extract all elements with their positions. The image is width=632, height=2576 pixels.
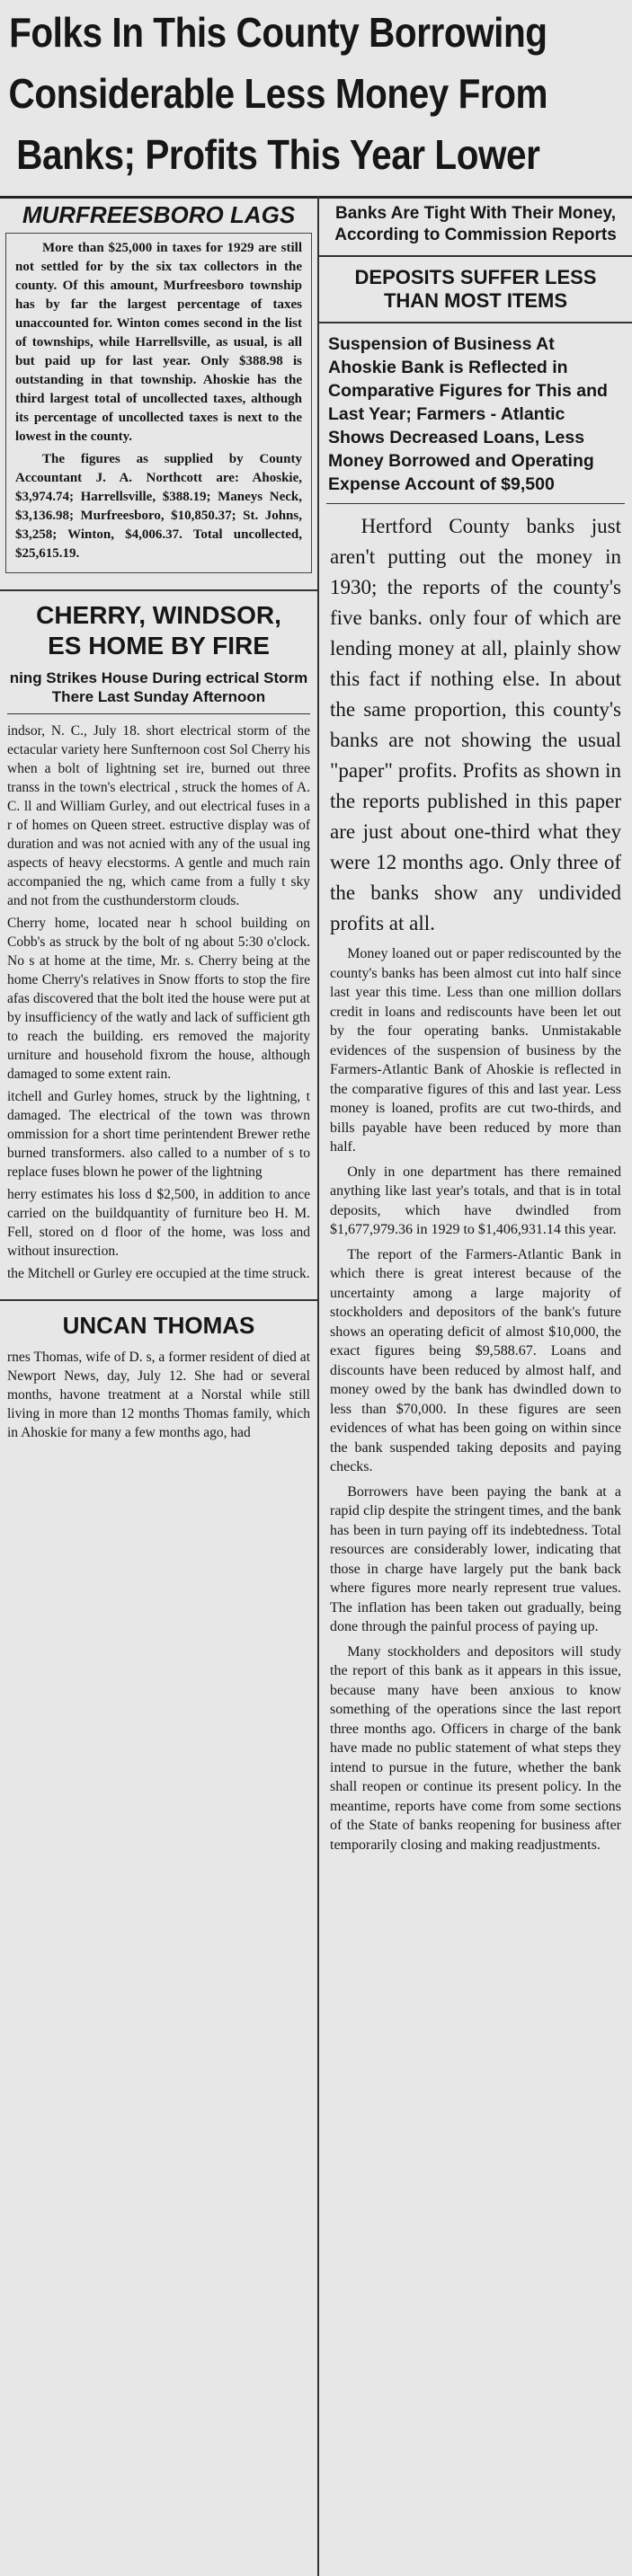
bank-lead-paragraph: Hertford County banks just aren't putting out the money in 1930; the reports of the county's five banks. only four of which are lending money at all, plainly show this fact if nothing else. In about the same proportion, this county's banks are not showing the usual "paper" profits. Profits as shown in the reports published in this paper are just about one-third what they were 12 months ago. Only three of the banks show any undivided profits at all.: [330, 515, 621, 934]
divider: [326, 503, 625, 504]
fire-article-headline: [0, 589, 317, 661]
murfreesboro-lags-title: MURFREESBORO LAGS: [22, 201, 296, 228]
thomas-paragraph-1: rnes Thomas, wife of D. s, a former resident of died at Newport News, day, July 12. She had or several months, havone treatment at a Norstal while still living in more than 12 months Thomas family, which in Ahoskie for many a few months ago, had: [7, 1350, 310, 1440]
bank-paragraph-3: The report of the Farmers-Atlantic Bank in which there is great interest because of the uncertainty among a large majority of stockholders and depositors of the bank's future shows an operating deficit of almost $10,000, the exact figures being $9,588.67. Loans and discounts have been reduced by almost half, and money owed by the bank has dwindled down to less than $70,000. In these figures are seen evidences of what has been going on within since the bank suspended taking deposits and paying checks.: [330, 1246, 621, 1474]
fire-paragraph-4: herry estimates his loss d $2,500, in addition to ance carried on the buildquantity of furniture beo H. M. Fell, stored on d floor of the home, was loss and without insurection.: [7, 1187, 310, 1259]
divider: [319, 322, 632, 323]
main-headline: [0, 0, 632, 199]
lags-paragraph-2: The figures as supplied by County Accountant J. A. Northcott are: Ahoskie, $3,974.74; Harrellsville, $388.19; Maneys Neck, $3,136.98; Murfreesboro, $10,850.37; St. Johns, $3,258; Winton, $4,006.37. Total uncollected, $25,615.19.: [15, 452, 302, 561]
bank-paragraph-2: Only in one department has there remained anything like last year's totals, and that is in total deposits, which have dwindled from $1,677,979.36 in 1929 to $1,406,931.14 this year.: [330, 1164, 621, 1237]
thomas-obituary-title: UNCAN THOMAS: [0, 1299, 317, 1341]
divider: [7, 713, 310, 714]
left-column: [0, 196, 319, 2576]
lags-paragraph-1: More than $25,000 in taxes for 1929 are still not settled for by the six tax collectors in the county. Of this amount, Murfreesboro township has by far the largest percentage of taxes unaccounted for. Winton comes second in the list of townships, while Harrellsville, as usual, is all but paid up for last year. Only $388.98 is outstanding in that township. Ahoskie has the third largest total of uncollected taxes, although its percentage of uncollected taxes is next to the lowest in the county.: [15, 241, 302, 444]
bank-deck-2: DEPOSITS SUFFER LESS THAN MOST ITEMS: [354, 266, 597, 312]
fire-article-deck: ning Strikes House During ectrical Storm There Last Sunday Afternoon: [9, 669, 308, 705]
fire-paragraph-2: Cherry home, located near h school building on Cobb's as struck by the bolt of ng about 5:30 o'clock. No s at home at the time, Mr. s. Cherry being at the home Cherry's relatives in Snow fforts to stop the fire afas discovered that the bolt ited the house were put at by insufficiency of the watly and lack of sufficient gth to reach the building. ers removed the majority urniture and household fixrom the house, although damaged to some extent rain.: [7, 916, 310, 1082]
divider: [319, 255, 632, 257]
headline-line-2: Considerable Less Money From: [8, 70, 548, 117]
fire-paragraph-5: the Mitchell or Gurley ere occupied at the time struck.: [7, 1266, 310, 1281]
fire-title-line-1: CHERRY, WINDSOR,: [36, 601, 281, 629]
fire-title-line-2: ES HOME BY FIRE: [48, 632, 270, 659]
headline-line-1: Folks In This County Borrowing: [9, 9, 547, 56]
bank-deck-3: Suspension of Business At Ahoskie Bank is Reflected in Comparative Figures for This and Last Year; Farmers - Atlantic Shows Decreased Loans, Less Money Borrowed and Operating Expense Account of $9,500: [328, 334, 608, 494]
bank-paragraph-1: Money loaned out or paper rediscounted by the county's banks has been almost cut into half since last year this time. Less than one million dollars credit in loans and rediscounts have been let out by the four operating banks. Unmistakable evidences of the suspension of business by the Farmers-Atlantic Bank of Ahoskie is reflected in the comparative figures of this and last year. Less money is loaned, profits are cut two-thirds, and bills payable have been reduced by more than half.: [330, 946, 621, 1155]
fire-paragraph-3: itchell and Gurley homes, struck by the lightning, t damaged. The electrical of the town was thrown ommission for a short time perintendent Brewer rethe burned transformers. also called to a number of s to replace fuses blown he power of the lightning: [7, 1089, 310, 1180]
right-column: [319, 196, 632, 2576]
fire-paragraph-1: indsor, N. C., July 18. short electrical storm of the ectacular variety here Sunfternoon cost Sol Cherry his when a bolt of lightning set ire, burned out three transs in the town's electrical , struck the homes of A. C. ll and William Gurley, and out electrical fuses in a r of homes on Queen street. estructive display was of duration and was not acnied with any of the usual ing aspects of heavy elecstorms. A gentle and much rain accompanied the ng, which came from a fully t sky and not from the custhunderstorm clouds.: [7, 723, 310, 908]
bank-paragraph-5: Many stockholders and depositors will study the report of this bank as it appears in this issue, because many have been anxious to know something of the operations since the last report three months ago. Officers in charge of the bank have made no public statement of what steps they intend to pursue in the future, whether the bank shall reopen or continue its present policy. In the meantime, reports have come from some sections of the State of banks reopening for business after temporarily closing and making readjustments.: [330, 1643, 621, 1853]
bank-deck-1: Banks Are Tight With Their Money, According to Commission Reports: [334, 204, 617, 244]
headline-line-3: Banks; Profits This Year Lower: [16, 131, 540, 178]
murfreesboro-lags-box: [5, 233, 312, 573]
bank-paragraph-4: Borrowers have been paying the bank at a rapid clip despite the stringent times, and the bank has been in turn paying off its indebtedness. Total resources are considerably lower, indicating that those in charge have largely put the bank back where figures more nearly represent true values. The inflation has been taken out gradually, being done through the painful process of paying up.: [330, 1483, 621, 1634]
